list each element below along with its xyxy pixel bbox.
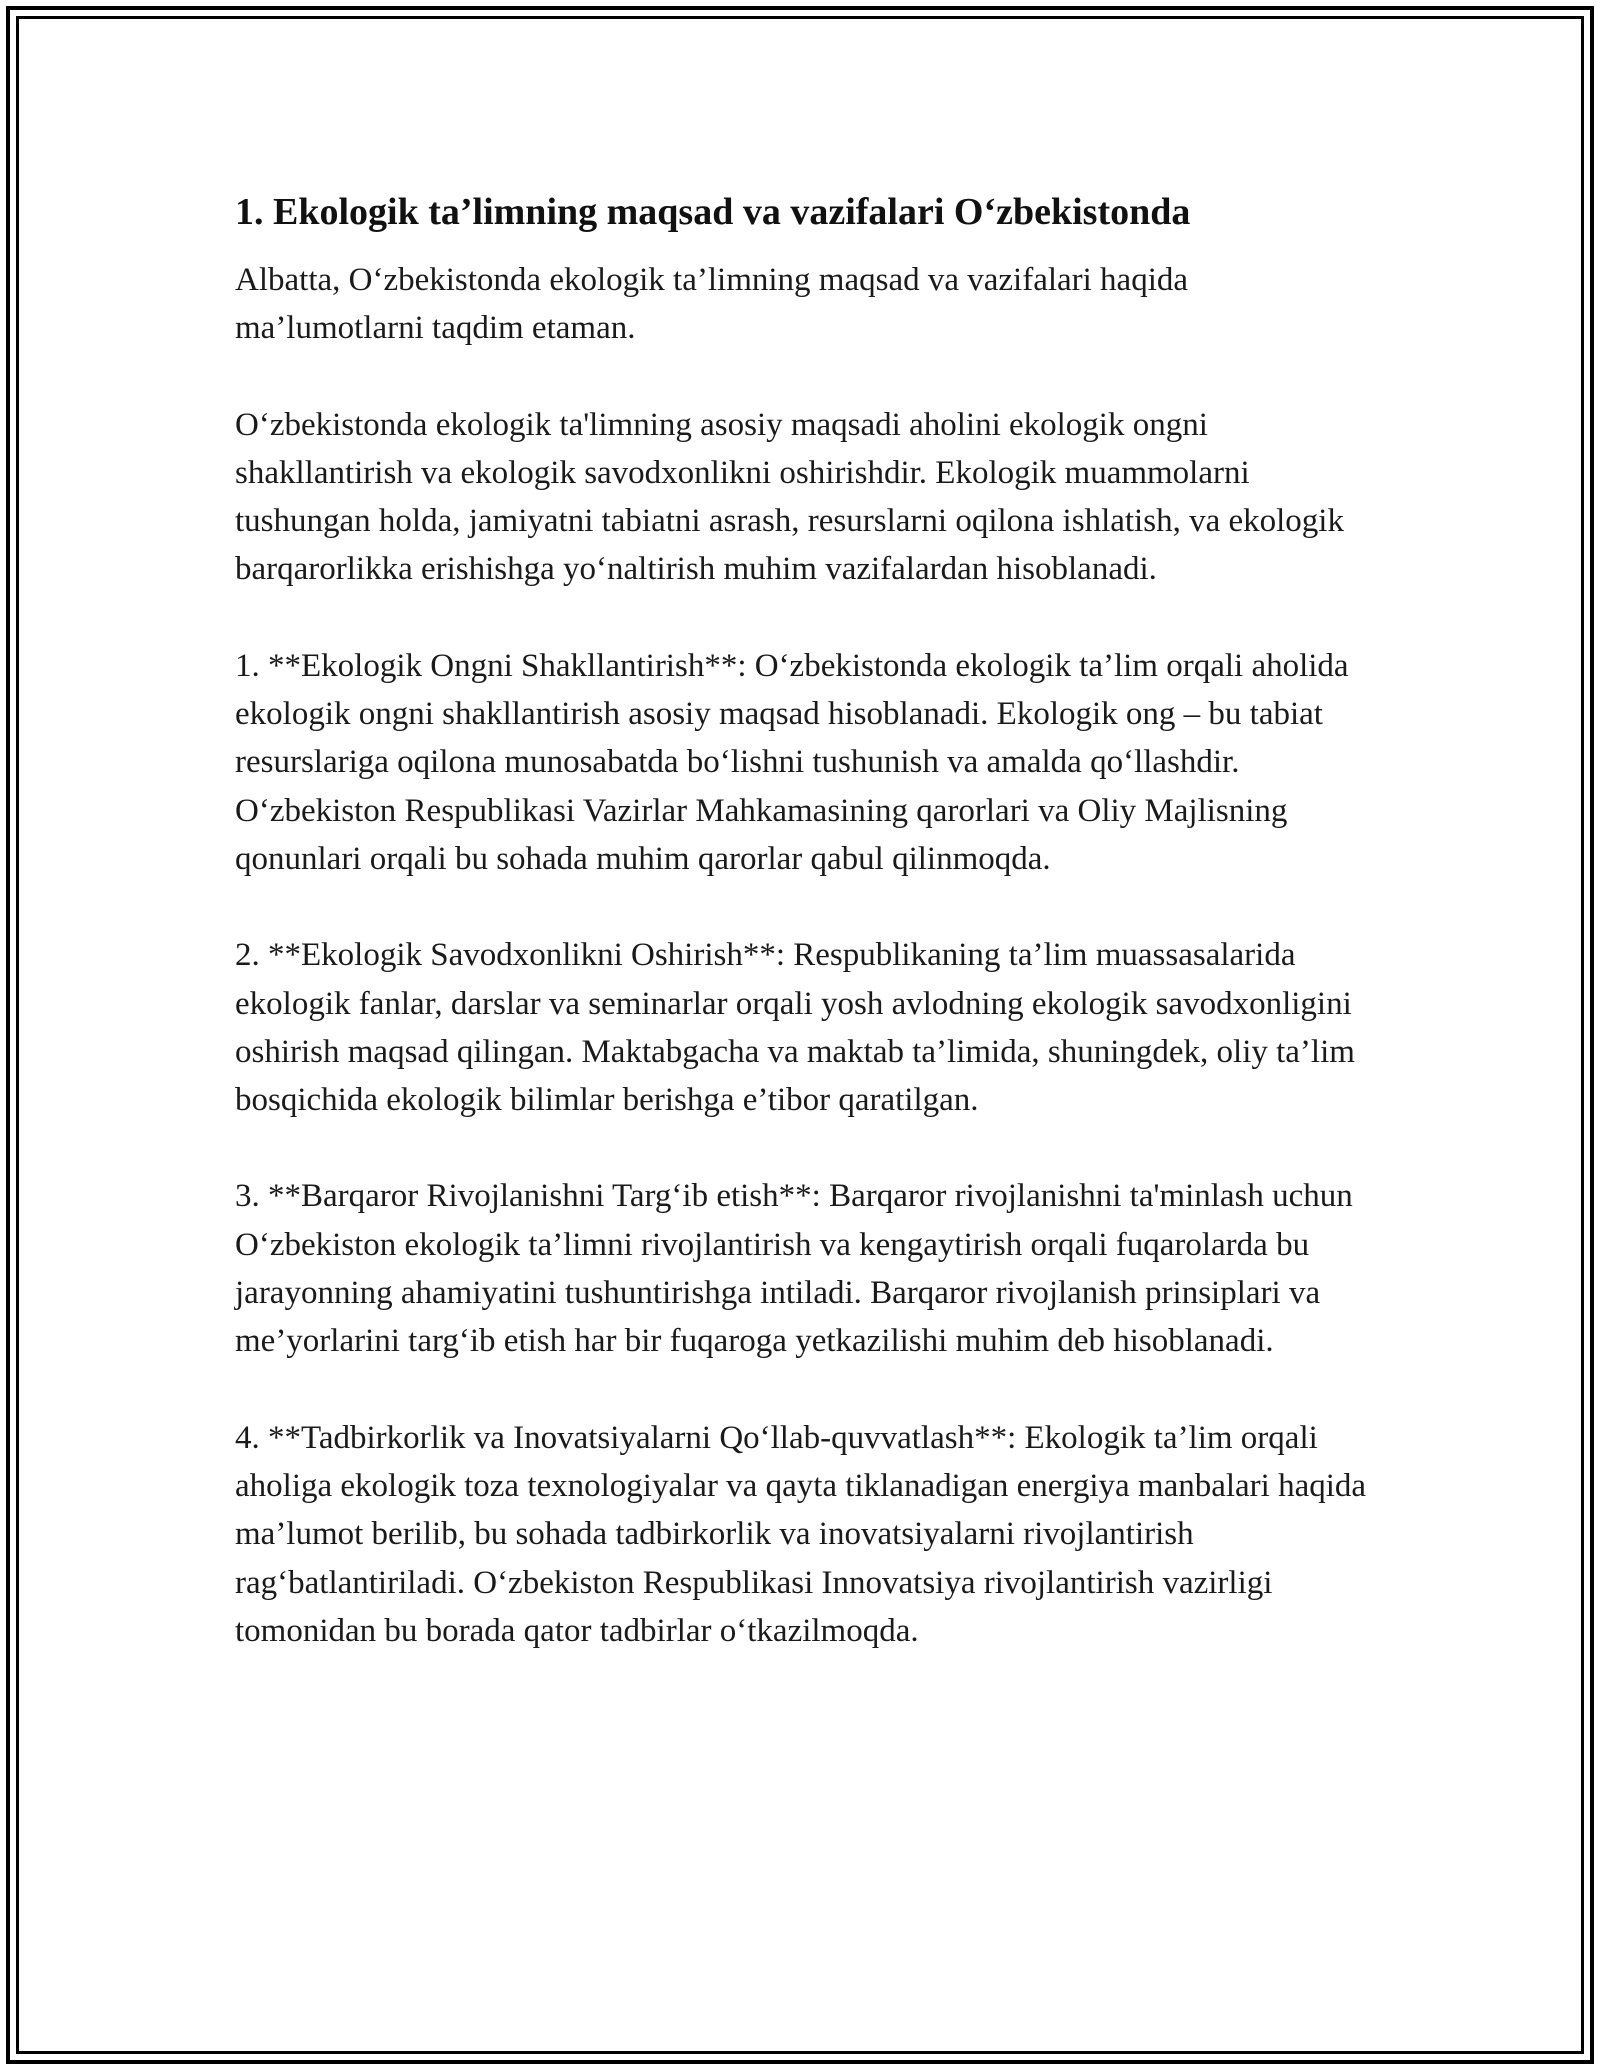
document-body [235,188,1375,1703]
paragraph-item-2: 2. **Ekologik Savodxonlikni Oshirish**: Respublikaning ta’lim muassasalarida ekologik fanlar, darslar va seminarlar orqali yosh avlodning ekologik savodxonligini oshirish maqsad qilingan. Maktabgacha va maktab ta’limida, shuningdek, oliy ta’lim bosqichida ekologik bilimlar berishga e’tibor qaratilgan. [235,937,1355,1119]
paragraph-overview: O‘zbekistonda ekologik ta'limning asosiy maqsadi aholini ekologik ongni shakllantirish va ekologik savodxonlikni oshirishdir. Ekologik muammolarni tushungan holda, jamiyatni tabiatni asrash, resurslarni oqilona ishlatish, va ekologik barqarorlikka erishishga yo‘naltirish muhim vazifalardan hisoblanadi. [235,406,1344,588]
paragraph-item-4: 4. **Tadbirkorlik va Inovatsiyalarni Qo‘llab-quvvatlash**: Ekologik ta’lim orqali aholiga ekologik toza texnologiyalar va qayta tiklanadigan energiya manbalari haqida ma’lumot berilib, bu sohada tadbirkorlik va inovatsiyalarni rivojlantirish rag‘batlantiriladi. O‘zbekiston Respublikasi Innovatsiya rivojlantirish vazirligi tomonidan bu borada qator tadbirlar o‘tkazilmoqda. [235,1419,1367,1649]
paragraph-item-3: 3. **Barqaror Rivojlanishni Targ‘ib etish**: Barqaror rivojlanishni ta'minlash uchun O‘zbekiston ekologik ta’limni rivojlantirish va kengaytirish orqali fuqarolarda bu jarayonning ahamiyatini tushuntirishga intiladi. Barqaror rivojlanish prinsiplari va me’yorlarini targ‘ib etish har bir fuqaroga yetkazilishi muhim deb hisoblanadi. [235,1178,1353,1360]
paragraph-intro: Albatta, O‘zbekistonda ekologik ta’limning maqsad va vazifalari haqida ma’lumotlarni taqdim etaman. [235,262,1189,347]
paragraph-item-1: 1. **Ekologik Ongni Shakllantirish**: O‘zbekistonda ekologik ta’lim orqali aholida ekologik ongni shakllantirish asosiy maqsad hisoblanadi. Ekologik ong – bu tabiat resurslariga oqilona munosabatda bo‘lishni tushunish va amalda qo‘llashdir. O‘zbekiston Respublikasi Vazirlar Mahkamasining qarorlari va Oliy Majlisning qonunlari orqali bu sohada muhim qarorlar qabul qilinmoqda. [235,647,1349,877]
document-title: 1. Ekologik ta’limning maqsad va vazifalari O‘zbekistonda [235,191,1191,233]
